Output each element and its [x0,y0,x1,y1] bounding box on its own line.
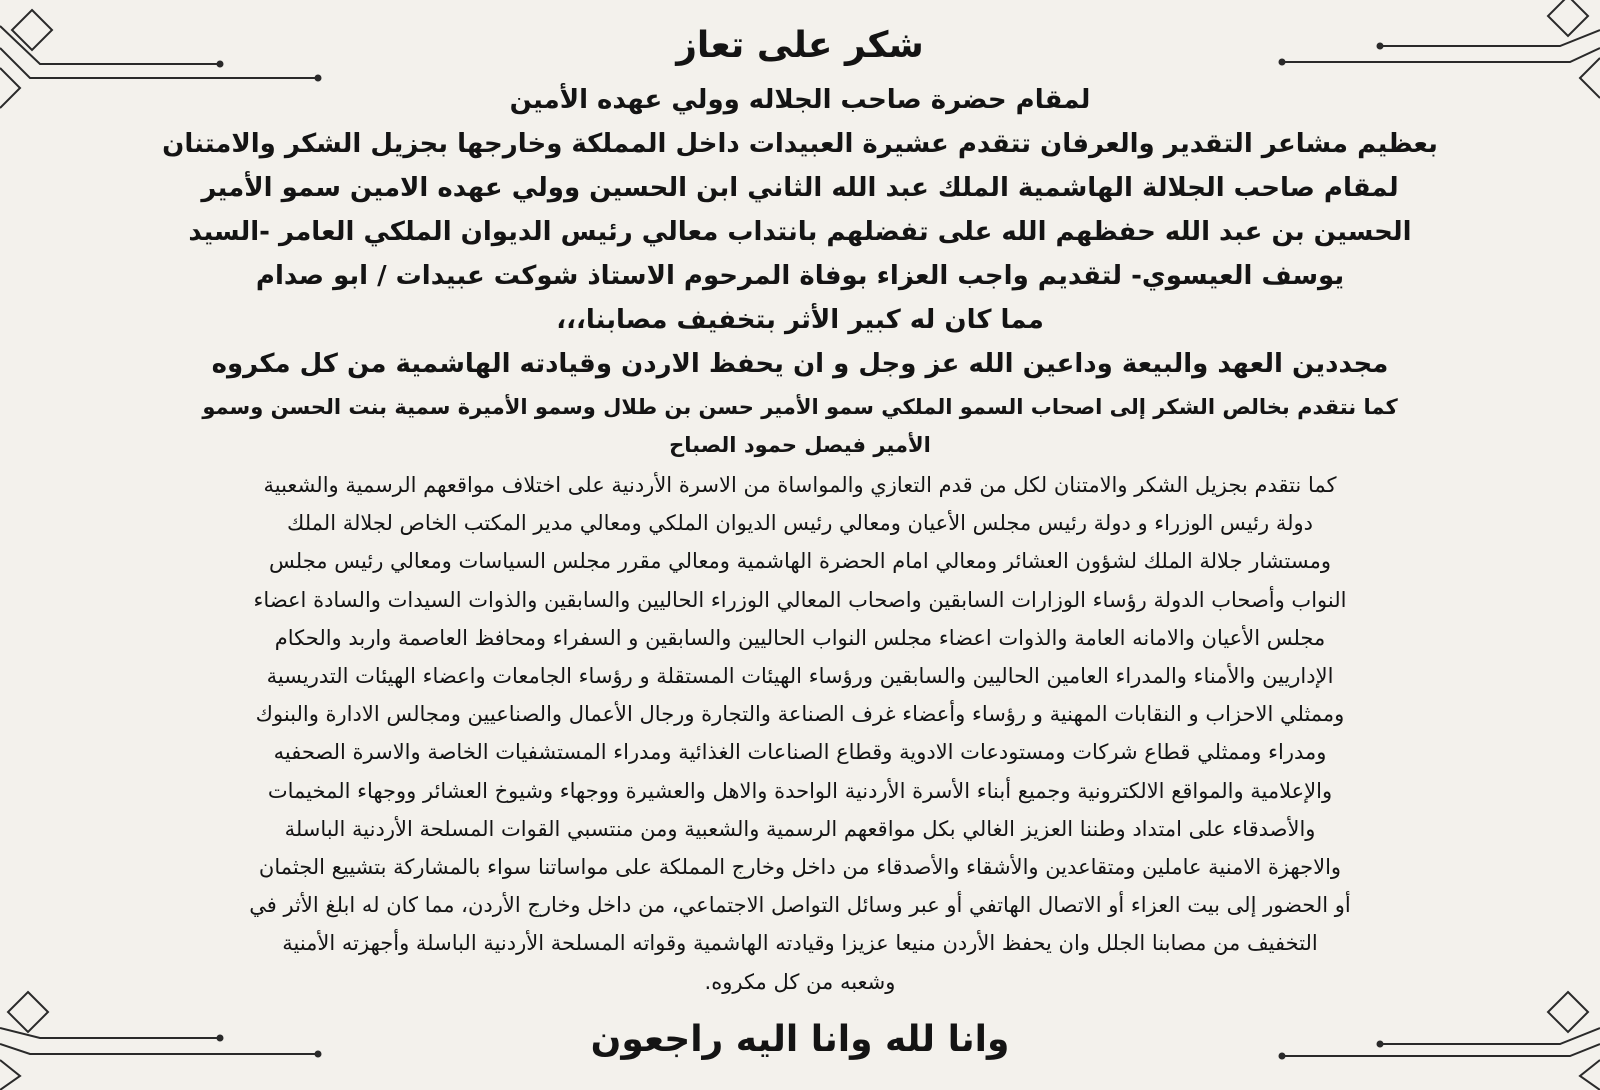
bold-line: مما كان له كبير الأثر بتخفيف مصابنا،،، [556,305,1044,335]
bold-line: لمقام حضرة صاحب الجلاله وولي عهده الأمين [509,85,1091,115]
bold-line: الحسين بن عبد الله حفظهم الله على تفضلهم بانتداب معالي رئيس الديوان الملكي العامر -السيد [188,217,1412,247]
body-line: كما نتقدم بجزيل الشكر والامتنان لكل من قدم التعازي والمواساة من الاسرة الأردنية على اختلاف مواقعهم الرسمية والشعبية [263,473,1337,497]
body-line: والأصدقاء على امتداد وطننا العزيز الغالي بكل مواقعهم الرسمية والشعبية ومن منتسبي القوات المسلحة الأردنية الباسلة [284,816,1316,841]
body-line: وشعبه من كل مكروه. [704,969,896,994]
body-line: أو الحضور إلى بيت العزاء أو الاتصال الهاتفي أو عبر وسائل التواصل الاجتماعي، من داخل وخارج الأردن، مما كان له ابلغ الأثر في [249,893,1351,918]
body-line: ومدراء وممثلي قطاع شركات ومستودعات الادوية وقطاع الصناعات الغذائية ومدراء المستشفيات الخاصة والاسرة الصحفيه [273,740,1327,765]
bold-line: لمقام صاحب الجلالة الهاشمية الملك عبد الله الثاني ابن الحسين وولي عهده الامين سمو الأمير [201,173,1399,203]
body-paragraph [70,466,1530,1001]
closing-phrase: وانا لله وانا اليه راجعون [590,1018,1010,1060]
body-line: الإداريين والأمناء والمدراء العامين الحاليين والسابقين ورؤساء الهيئات المستقلة و رؤساء الجامعات واعضاء الهيئات التدريسية [266,664,1334,689]
notice-title: شكر على تعاز [676,25,924,66]
body-line: والإعلامية والمواقع الالكترونية وجميع أبناء الأسرة الأردنية الواحدة والاهل والعشيرة ووجهاء وشيوخ العشائر ووجهاء المخيمات [267,778,1333,803]
body-line: والاجهزة الامنية عاملين ومتقاعدين والأشقاء والأصدقاء من داخل وخارج المملكة على مواساتنا سواء بالمشاركة بتشييع الجثمان [258,855,1342,880]
body-line: التخفيف من مصابنا الجلل وان يحفظ الأردن منيعا عزيزا وقيادته الهاشمية وقواته المسلحة الأردنية الباسلة وأجهزته الأمنية [282,931,1318,956]
body-line: مجلس الأعيان والامانه العامة والذوات اعضاء مجلس النواب الحاليين والسابقين و السفراء ومحافظ العاصمة واربد والحكام [274,625,1326,650]
royal-thanks-paragraph [70,388,1530,464]
bold-small-line: الأمير فيصل حمود الصباح [669,433,931,457]
body-line: النواب وأصحاب الدولة رؤساء الوزارات السابقين واصحاب المعالي الوزراء الحاليين والسابقين والذوات السيدات والسادة اعضاء [253,587,1347,612]
body-line: وممثلي الاحزاب و النقابات المهنية و رؤساء وأعضاء غرف الصناعة والتجارة ورجال الأعمال والصناعيين ومجالس الادارة والبنوك [255,702,1345,727]
bold-line: يوسف العيسوي- لتقديم واجب العزاء بوفاة المرحوم الاستاذ شوكت عبيدات / ابو صدام [255,261,1345,291]
bold-small-line: كما نتقدم بخالص الشكر إلى اصحاب السمو الملكي سمو الأمير حسن بن طلال وسمو الأميرة سمية بنت الحسن وسمو [202,395,1398,419]
bold-line: مجددين العهد والبيعة وداعين الله عز وجل و ان يحفظ الاردن وقيادته الهاشمية من كل مكروه [211,349,1389,379]
body-line: دولة رئيس الوزراء و دولة رئيس مجلس الأعيان ومعالي رئيس الديوان الملكي ومعالي مدير المكتب الخاص لجلالة الملك [287,511,1313,536]
condolence-notice [70,14,1530,1065]
bold-paragraph [70,78,1530,386]
bold-line: بعظيم مشاعر التقدير والعرفان تتقدم عشيرة العبيدات داخل المملكة وخارجها بجزيل الشكر والامتنان [162,129,1438,159]
body-line: ومستشار جلالة الملك لشؤون العشائر ومعالي امام الحضرة الهاشمية ومعالي مقرر مجلس السياسات ومعالي رئيس مجلس [269,549,1331,574]
